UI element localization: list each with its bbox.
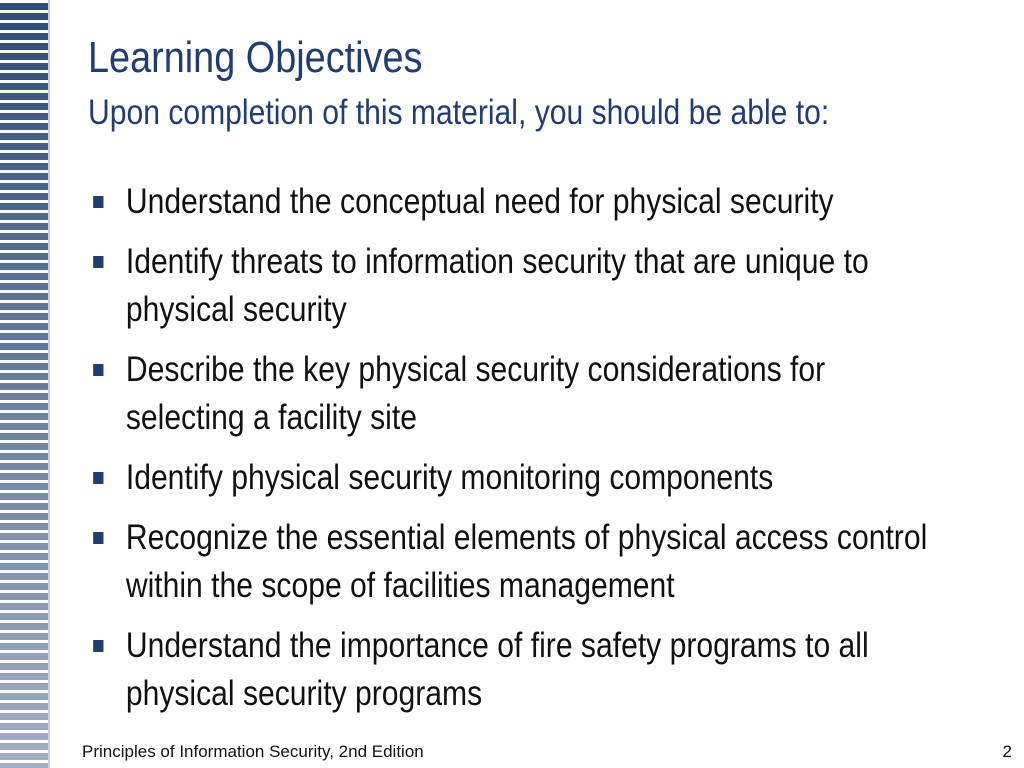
slide-subtitle: Upon completion of this material, you should be able to: (88, 93, 830, 132)
objective-text: Identify physical security monitoring components (125, 458, 774, 497)
stripe-divider (48, 0, 50, 768)
objective-text: Understand the importance of fire safety programs to all physical security programs (125, 626, 869, 713)
objective-item (88, 454, 948, 502)
square-bullet-icon (93, 640, 103, 652)
objective-text: Describe the key physical security considerations for selecting a facility site (125, 350, 826, 437)
objective-item (88, 238, 948, 334)
slide-title: Learning Objectives (88, 33, 423, 82)
objective-text: Understand the conceptual need for physical security (125, 182, 834, 221)
objective-text: Recognize the essential elements of physical access control within the scope of facilities management (125, 518, 928, 605)
square-bullet-icon (93, 472, 103, 484)
square-bullet-icon (93, 532, 103, 544)
decorative-stripe-bar (0, 0, 48, 768)
page-number: 2 (1002, 742, 1012, 761)
objective-item (88, 178, 948, 226)
objective-item (88, 346, 948, 442)
footer-text: Principles of Information Security, 2nd Edition (82, 742, 424, 761)
square-bullet-icon (93, 196, 103, 208)
objective-text: Identify threats to information security that are unique to physical security (125, 242, 869, 329)
objective-item (88, 514, 948, 610)
square-bullet-icon (93, 364, 103, 376)
objectives-list (88, 178, 948, 730)
square-bullet-icon (93, 256, 103, 268)
objective-item (88, 622, 948, 718)
